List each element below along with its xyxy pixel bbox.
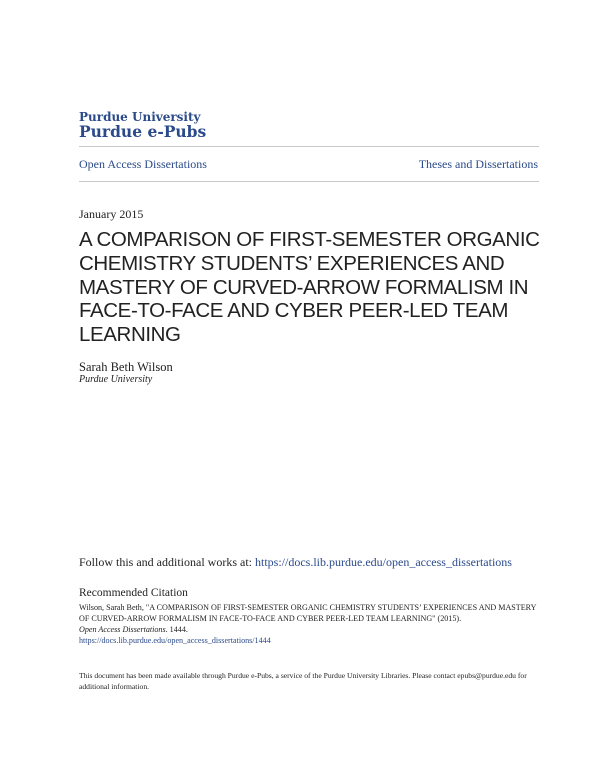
citation-journal: Open Access Dissertations xyxy=(79,625,166,634)
citation-block xyxy=(79,602,539,646)
citation-url-link[interactable]: https://docs.lib.purdue.edu/open_access_dissertations/1444 xyxy=(79,636,271,645)
document-title: A COMPARISON OF FIRST-SEMESTER ORGANIC CHEMISTRY STUDENTS’ EXPERIENCES AND MASTERY OF CURVED-ARROW FORMALISM IN FACE-TO-FACE AND CYBER PEER-LED TEAM LEARNING xyxy=(79,228,540,347)
divider-top xyxy=(79,146,539,147)
collection-url-link[interactable]: https://docs.lib.purdue.edu/open_access_dissertations xyxy=(255,555,512,569)
theses-and-dissertations-link[interactable]: Theses and Dissertations xyxy=(418,157,538,171)
author-name: Sarah Beth Wilson xyxy=(79,360,173,374)
recommended-citation-heading: Recommended Citation xyxy=(79,587,188,599)
institution-name: Purdue University xyxy=(79,110,201,124)
publication-date: January 2015 xyxy=(79,207,144,221)
follow-text: Follow this and additional works at: xyxy=(79,555,255,569)
divider-bottom xyxy=(79,181,539,182)
open-access-dissertations-link[interactable]: Open Access Dissertations xyxy=(79,157,207,171)
citation-text: Wilson, Sarah Beth, "A COMPARISON OF FIRST-SEMESTER ORGANIC CHEMISTRY STUDENTS’ EXPERIENCES AND MASTERY OF CURVED-ARROW FORMALISM IN FACE-TO-FACE AND CYBER PEER-LED TEAM LEARNING" (2015). xyxy=(79,603,537,623)
follow-line xyxy=(79,555,512,570)
citation-number: . 1444. xyxy=(165,625,188,634)
author-affiliation: Purdue University xyxy=(79,374,153,385)
availability-notice: This document has been made available through Purdue e-Pubs, a service of the Purdue University Libraries. Please contact epubs@purdue.edu for additional information. xyxy=(79,671,527,691)
repository-name[interactable]: Purdue e-Pubs xyxy=(79,122,207,141)
